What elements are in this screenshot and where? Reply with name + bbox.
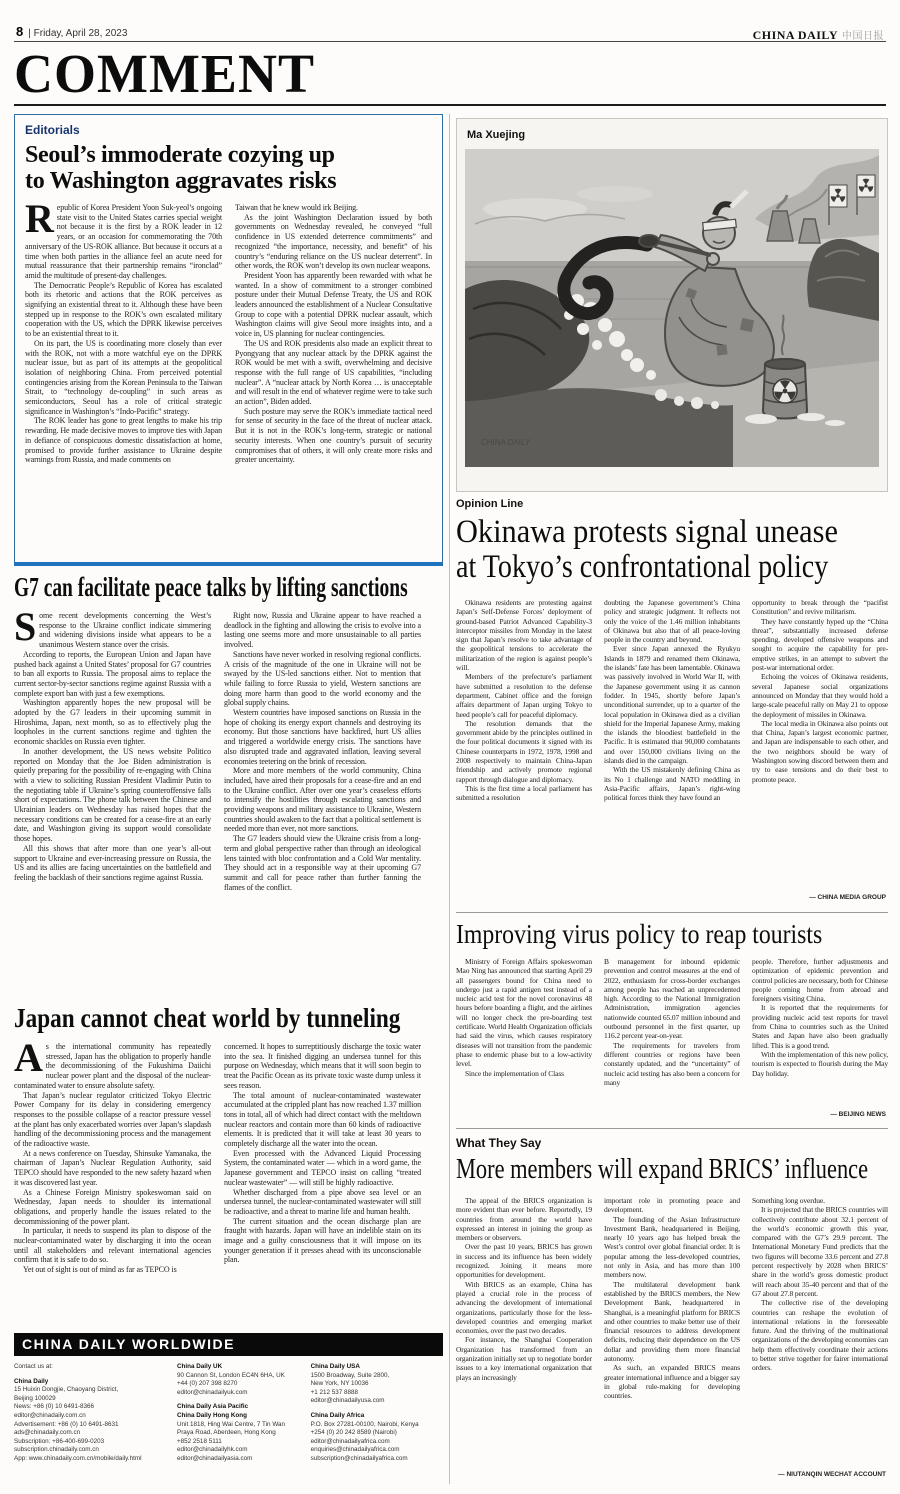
page-header: 8 | Friday, April 28, 2023 [16,24,128,39]
drop-cap: S [14,611,37,649]
japan-article-column-1: As the international community has repeatedly stressed, Japan has the obligation to properly handle the decommissioning of the Fukushima Daiichi nuclear power plant and the disposal of the nuclear-contaminated water to ensure absolute safety. That Japan’s nuclear regulator criticized Tokyo Electric Power Company for its delay in considering emergency responses to the possible collapse of a reactor pressure vessel at the plant has only exacerbated worries over Japan’s slapdash handling of the decommissioning process and the management of the radioactive waste. At a news conference on Tuesday, Shinsuke Yamanaka, the chairman of Japan’s Nuclear Regulation Authority, said TEPCO should have responded to the new safety hazard when it was discovered last year. As a Chinese Foreign Ministry spokeswoman said on Wednesday, Japan needs to shoulder its international obligations, and properly handle the issues related to the decommissioning of the power plant. In particular, it needs to suspend its plan to dispose of the nuclear-contaminated water by discharging it into the ocean until all stakeholders and relevant international agencies confirm that it is safe to do so. Yet out of sight is out of mind as far as TEPCO is [14,1042,211,1275]
editorials-kicker: Editorials [25,123,80,137]
g7-article-headline: G7 can facilitate peace talks by lifting sanctions [14,572,408,602]
seoul-article-column-2: Taiwan that he knew would irk Beijing. As the joint Washington Declaration issued by both governments on Wednesday revealed, he conveyed “full confidence in US extended deterrence commitments” and recognized “the importance, necessity, and benefit” of his country’s “enduring reliance on the US nuclear deterrent”. In other words, the ROK won’t develop its own nuclear weapons. President Yoon has apparently been rewarded with what he wanted. In a show of commitment to a stronger combined posture under their Mutual Defense Treaty, the US and ROK leaders announced the establishment of a Nuclear Consultative Group to cope with a potential DPRK nuclear assault, which Washington claims will give Seoul more insights into, and a voice in, US planning for nuclear contingencies. The US and ROK presidents also made an explicit threat to Pyongyang that any nuclear attack by the DPRK against the ROK would be met with a swift, overwhelming and decisive response with the full range of US capabilities, “including nuclear”. A “nuclear attack by North Korea … is unacceptable and will result in the end of whatever regime were to take such an action”, Biden added. Such posture may serve the ROK’s immediate tactical need for sense of security in the face of the threat of nuclear attack. But it is not in the ROK’s long-term, strategic or national security interests. When one country’s pursuit of security compromises that of others, it will only create more risks and greater uncertainty. [235,203,432,465]
footer-banner: CHINA DAILY WORLDWIDE [14,1333,443,1356]
footer-usa-africa-column: China Daily USA 1500 Broadway, Suite 2800, New York, NY 10036 +1 212 537 8888 editor@chinadailyusa.com China Daily Africa P.O. Box 27281-00100, Nairobi, Kenya +254 (0) 20 242 8589 (Nairobi) editor@chinadailyafrica.com enquiries@chinadailyafrica.com subscription@chinadailyafrica.com [310,1363,419,1462]
section-masthead: COMMENT [14,42,315,105]
opinion-line-section [456,498,888,928]
virus-column-3: people. Therefore, further adjustments and optimization of epidemic prevention and control policies are necessary, both for Chinese people coming home from abroad and foreigners visiting China. It is reported that the requirements for providing nucleic acid test reports for travel from China to countries such as the United States and Japan have also been gradually lifted. This is a good trend. With the implementation of this new policy, tourism is expected to flourish during the May Day holiday. [752,957,888,1078]
seoul-article-column-1: Republic of Korea President Yoon Suk-yeol’s ongoing state visit to the United States carries special weight not because it is the first by a ROK leader in 12 years, or an occasion for commemorating the 70th anniversary of the US-ROK alliance. But because it occurs at a time when both parties in the alliance feel an acute need for mutual reassurance that their partnership remains “ironclad” amid the multitude of present-day challenges. The Democratic People’s Republic of Korea has escalated both its rhetoric and actions that the ROK perceives as signifying an existential threat to it. Although these have been stepped up in response to the ROK’s own escalated military cooperation with the US, which the DPRK likewise perceives to be an existential threat to it. On its part, the US is coordinating more closely than ever with the ROK, not with a more watchful eye on the DPRK nuclear issue, but as part of its attempts at the geopolitical isolation of neighboring China. From perceived potential contingencies arising from the Korean Peninsula to the Taiwan Strait, to “technology de-coupling” in such areas as semiconductors, Seoul has a role of critical strategic significance in Washington’s “Indo-Pacific” strategy. The ROK leader has gone to great lengths to make his trip rewarding. He made decisive moves to improve ties with Japan in defiance of conspicuous domestic dissatisfaction at home, promised to provide further assistance to Ukraine despite warnings from Russia, and made comments on [25,203,222,465]
cartoon-credit: Ma Xuejing [467,129,526,141]
page-number: 8 [16,24,24,39]
virus-attribution: — BEIJING NEWS [830,1111,886,1118]
masthead-rule [14,104,886,106]
brand-name: CHINA DAILY 中国日报 [752,28,884,42]
footer-uk-hk-column: China Daily UK 90 Cannon St, London EC4N 6HA, UK +44 (0) 207 398 8270 editor@chinadailyuk.com China Daily Asia Pacific China Daily Hong Kong Unit 1818, Hing Wai Centre, 7 Tin Wan Praya Road, Aberdeen, Hong Kong +852 2518 5111 editor@chinadailyhk.com editor@chinadailyasia.com [177,1363,286,1462]
drop-cap: A [14,1042,43,1080]
what-they-say-kicker: What They Say [456,1136,542,1150]
brics-column-1: The appeal of the BRICS organization is more evident than ever before. Reportedly, 19 countries from around the world have expressed an interest in joining the group as members or observers. Over the past 10 years, BRICS has grown in success and its influence has been widely recognized. Joining it means more opportunities for development. With BRICS as an example, China has played a crucial role in the process of advancing the development of international organizations, particularly those for the less-developed countries and emerging market economies, over the past two decades. For instance, the Shanghai Cooperation Organization has transformed from an organization initially set up to negotiate border issues to a key international organization that plays an increasingly [456,1196,592,1382]
cartoon-signature: CHINA DAILY [481,438,531,447]
brics-column-2: important role in promoting peace and development. The founding of the Asian Infrastructure Investment Bank, headquartered in Beijing, nearly 10 years ago has helped break the West’s control over global financial order. It is popular among the less-developed countries, not only in Asia, and has more than 100 members now. The multilateral development bank established by the BRICS members, the New Development Bank, headquartered in Shanghai, is a meaningful platform for BRICS and other countries to make better use of their financial resources to address development deficits, reducing their dependence on the US dollar and providing them more financial autonomy. As such, an expanded BRICS means greater international influence and a bigger say in global rule-making for developing countries. [604,1196,740,1401]
virus-column-1: Ministry of Foreign Affairs spokeswoman Mao Ning has announced that starting April 29 all passengers bound for China need to undergo just a rapid antigen test instead of a nucleic acid test for the novel coronavirus 48 hours before boarding a flight, and the airlines will no longer check the pre-boarding test certificate. World Health Organization officials had said the virus, which causes respiratory diseases will not transition from the pandemic phase to endemic phase but to a low-activity level. Since the implementation of Class [456,957,592,1078]
worldwide-footer [14,1333,443,1464]
okinawa-attribution: — CHINA MEDIA GROUP [809,894,886,901]
brics-headline: More members will expand BRICS’ influence [456,1154,869,1185]
virus-policy-section [456,912,888,1129]
virus-policy-headline: Improving virus policy to reap tourists [456,919,823,949]
japan-article-column-2: concerned. It hopes to surreptitiously discharge the toxic water into the sea. It finished digging an undersea tunnel for this purpose on Wednesday, which means that it will soon begin to treat the Pacific Ocean as its private toxic waste dump unless it sees reason. The total amount of nuclear-contaminated wastewater accumulated at the crippled plant has now reached 1.37 million tons in total, all of which had direct contact with the meltdown nuclear reactors and contain more than 60 kinds of radioactive elements. It is predicted that it will take at least 30 years to completely discharge all the water into the ocean. Even processed with the Advanced Liquid Processing System, the contaminated water — which in a word game, the Japanese government and TEPCO insist on calling “treated nuclear wastewater” — will still be highly radioactive. Whether discharged from a pipe above sea level or an undersea tunnel, the nuclear-contaminated wastewater will still be radioactive, and a threat to marine life and human health. The current situation and the ocean discharge plan are fraught with hazards. Japan will have an indelible stain on its image and a guilty consciousness that it will impose on its younger generation if it presses ahead with its unconscionable plan. [224,1042,421,1265]
brics-attribution: — NIUTANQIN WECHAT ACCOUNT [778,1471,886,1478]
drop-cap: R [25,203,54,241]
editorial-cartoon-panel [456,118,888,492]
opinion-line-kicker: Opinion Line [456,498,524,510]
japan-article [14,1003,443,1314]
page-date: Friday, April 28, 2023 [33,28,128,39]
brics-column-3: Something long overdue. It is projected that the BRICS countries will collectively contribute about 32.1 percent of the world’s economic growth this year, compared with the G7’s 29.9 percent. The International Monetary Fund predicts that the two figures will become 33.6 percent and 27.8 percent respectively by 2028 when BRICS’ share in the world’s gross domestic product will reach about 35-40 percent and that of the G7 about 27.8 percent. The collective rise of the developing countries can reshape the evolution of international relations in the foreseeable future. And the thriving of the multinational organizations of the developing economies can help them effectively coordinate their actions to better strive together for fairer international orders. [752,1196,888,1373]
column-divider [449,114,450,1484]
okinawa-column-1: Okinawa residents are protesting against Japan’s Self-Defense Forces’ deployment of ground-based Patriot Advanced Capability-3 interceptor missiles from Monday in the latest sign that Japan’s resolve to take advantage of the geopolitical tensions to accelerate the militarization of the region is against people’s will. Members of the prefecture’s parliament have submitted a resolution to the defense department, Cabinet office and the foreign affairs department of Japan urging Tokyo to heed people’s call for peaceful diplomacy. The resolution demands that the government abide by the principles outlined in the four political documents it signed with its Chinese counterparts in 1972, 1978, 1998 and 2008 respectively to maintain China-Japan friendship and actively promote regional rapport through dialogue and diplomacy. This is the first time a local parliament has submitted a resolution [456,598,592,803]
okinawa-column-2: doubting the Japanese government’s China policy and strategic judgment. It reflects not only the voice of the 1.46 million inhabitants of Okinawa but also that of all peace-loving people in the country and beyond. Ever since Japan annexed the Ryukyu Islands in 1879 and renamed them Okinawa, the islands’ fate has been lamentable. Okinawa was passively involved in World War II, with the Japanese government using it as cannon fodder. In 1945, shortly before Japan’s unconditional surrender, up to a quarter of the local population in Okinawa died as a civilian shield for the Imperial Japanese Army, making the islands the bloodiest battlefield in the Pacific. It is estimated that 90,000 combatants and over 150,000 civilians living on the islands died in the campaign. With the US mistakenly defining China as its No 1 challenge and NATO meddling in Asia-Pacific affairs, Japan’s right-wing political forces think they have found an [604,598,740,803]
editorial-cartoon [465,149,879,467]
okinawa-column-3: opportunity to break through the “pacifist Constitution” and revive militarism. They have constantly hyped up the “China threat”, substantially increased defense spending, developed offensive weapons and sought to acquire the capability for pre-emptive strikes, in an attempt to subvert the post-war international order. Echoing the voices of Okinawa residents, several Japanese social organizations announced on Monday that they would hold a large-scale peaceful rally on May 21 to oppose the deployment of missiles in Okinawa. The local media in Okinawa also points out that China, Japan’s largest economic partner, and Japan are indispensable to each other, and the two neighbors should be wary of Washington sowing discord between them and try to ease tensions and do their best to promote peace. [752,598,888,784]
okinawa-headline: Okinawa protests signal unease at Tokyo’s confrontational policy [456,514,838,585]
virus-column-2: B management for inbound epidemic prevention and control measures at the end of 2022, enthusiasm for cross-border exchanges among people has reached an unprecedented high. According to the National Immigration Administration, immigration agencies nationwide counted 65.07 million inbound and outbound personnel in the first quarter, up 116.2 percent year-on-year. The requirements for travelers from different countries or regions have been constantly updated, and the “uncertainty” of nucleic acid testing has also been a concern for many [604,957,740,1087]
brand-name-chinese: 中国日报 [842,31,884,42]
seoul-article-headline: Seoul’s immoderate cozying up to Washington aggravates risks [25,142,337,194]
editorials-box [14,114,443,566]
g7-article [14,572,443,963]
header-rule [14,41,886,42]
what-they-say-section [456,1128,888,1478]
g7-article-column-2: Right now, Russia and Ukraine appear to have reached a deadlock in the fighting and allowing the crisis to evolve into a lasting one seems more and more unsustainable to all parties involved. Sanctions have never worked in resolving regional conflicts. A crisis of the magnitude of the one in Ukraine will not be swayed by the US-led sanctions either. Not to mention that while failing to force Russia to yield, Western sanctions are doing more harm than good to the world economy and the global supply chains. Western countries have imposed sanctions on Russia in the hope of choking its energy export channels and destroying its economy. But those sanctions have backfired, hurt US allies and triggered a worldwide energy crisis. The sanctions have also disrupted trade and aggravated inflation, leaving several economies teetering on the brink of recession. More and more members of the world community, China included, have aired their proposals for a cease-fire and an end to the Ukraine conflict. After over one year’s ceaseless efforts to intensify the hostilities through escalating sanctions and providing weapons and military assistance to Ukraine, Western countries should awaken to the fact that a political settlement is needed more than ever, not more sanctions. The G7 leaders should view the Ukraine crisis from a long-term and global perspective rather than through an ideological lens tainted with bloc confrontation and a Cold War mentality. They should act in a responsible way at their upcoming G7 summit and call for peace rather than further fanning the flames of the conflict. [224,611,421,892]
g7-article-column-1: Some recent developments concerning the West’s response to the Ukraine conflict indicate simmering and widening divisions inside what appears to be a unanimous Western stance over the crisis. According to reports, the European Union and Japan have pushed back against a United States’ proposal for G7 countries to ban all exports to Russia. The proposal aims to replace the current sector-by-sector sanctions regime against Russia with a complete export ban with just a few exemptions. Washington apparently hopes the new proposal will be adopted by the G7 leaders in their upcoming summit in Hiroshima, Japan, next month, so as to effectively plug the loopholes in the current sanctions regime and tighten the economic shackles on Russia even tighter. In another development, the US news website Politico reported on Monday that the Joe Biden administration is quietly preparing for the possibility of re-engaging with China with a view to soliciting Russian President Vladimir Putin to the negotiating table if Ukraine’s spring counteroffensive falls short of expectations. The phone talk between the Chinese and Ukrainian leaders on Wednesday has raised hopes that the necessary conditions can be created for a cease-fire at an early date, and Washington giving its support would consolidate those hopes. All this shows that after more than one year’s all-out support to Ukraine and ever-increasing pressure on Russia, the US and its allies are facing uncertainties on the battlefield and feeling the backlash of their sanctions regime against Russia. [14,611,211,882]
japan-article-headline: Japan cannot cheat world by tunneling [14,1003,401,1033]
footer-contact-column: Contact us at: China Daily 15 Huixin Dongjie, Chaoyang District, Beijing 100029 News: +86 (0) 10 6491-8366 editor@chinadaily.com.cn Advertisement: +86 (0) 10 6491-8631 ads@chinadaily.com.cn Subscription: +86-400-699-0203 subscription.chinadaily.com.cn App: www.chinadaily.com.cn/mobile/daily.html [14,1363,142,1462]
